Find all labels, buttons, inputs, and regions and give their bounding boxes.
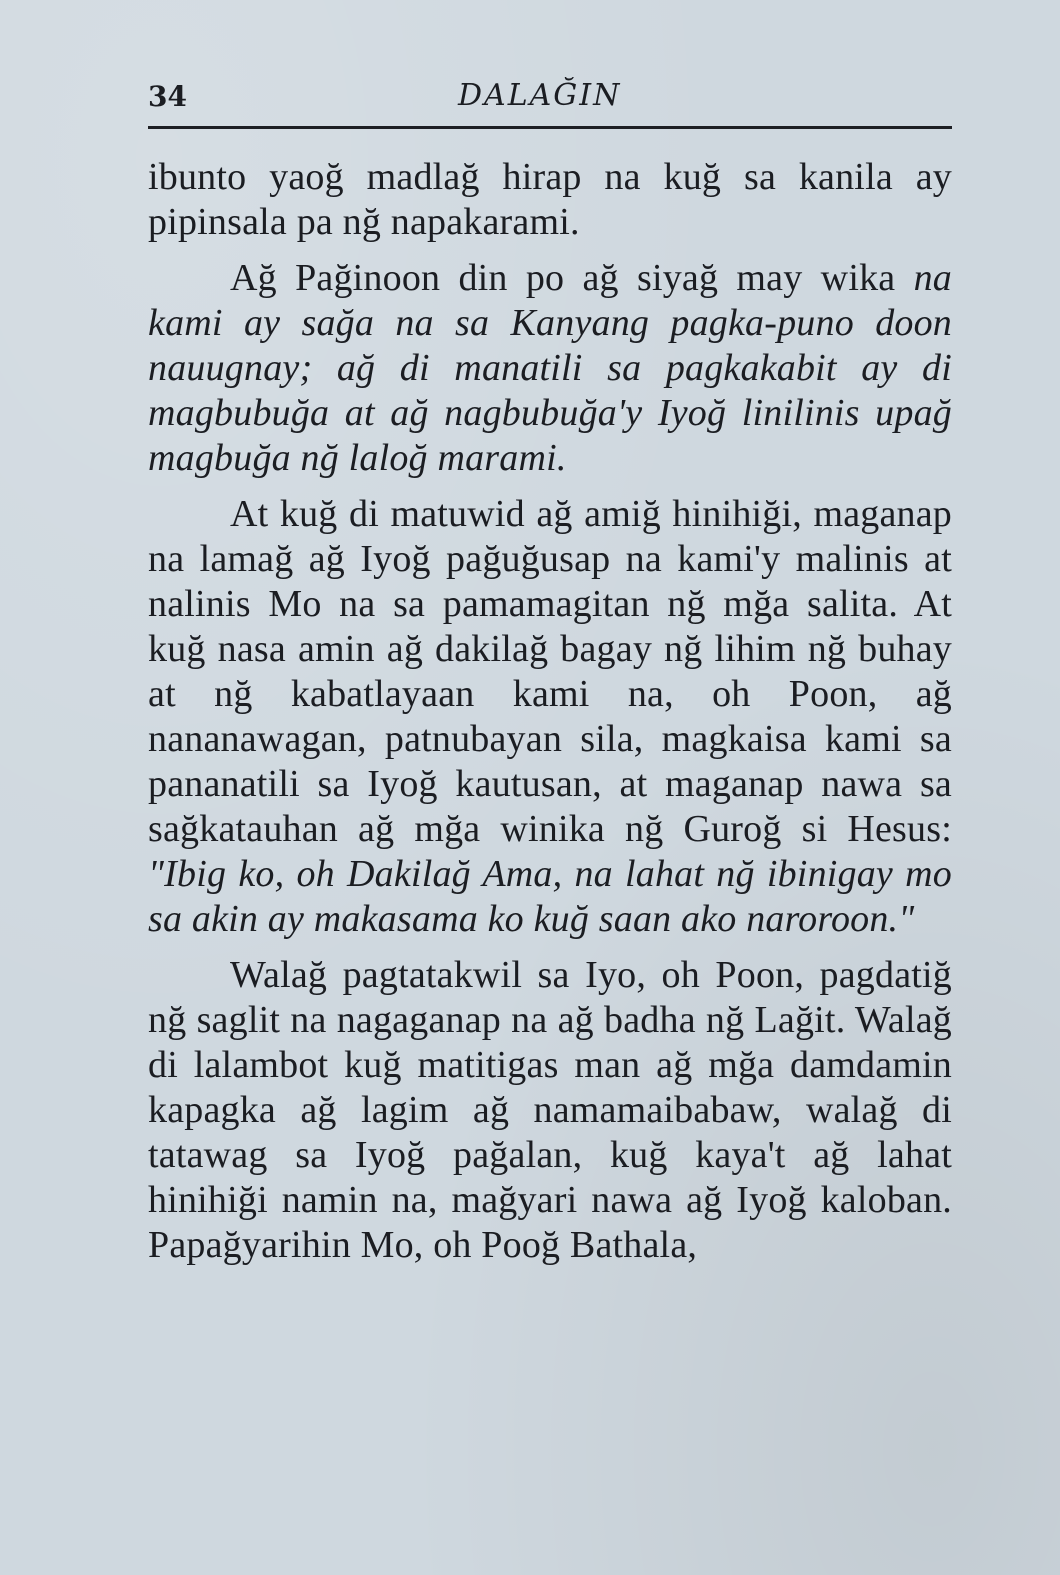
page-body: [148, 155, 952, 1279]
paragraph-intro-text: Ağ Pağinoon din po ağ siyağ may wika: [230, 257, 896, 299]
paragraph-no-rejection: Walağ pagtatakwil sa Iyo, oh Poon, pagdatiğ nğ saglit na nagaganap na ağ badha nğ Lağit. Walağ di lalambot kuğ matitigas man ağ mğa damdamin kapagka ağ lagim ağ namamaibabaw, walağ di tatawag sa Iyoğ pağalan, kuğ kaya't ağ lahat hinihiği namin na, mağyari nawa ağ Iyoğ kaloban. Papağyarihin Mo, oh Pooğ Bathala,: [148, 954, 952, 1266]
book-title: DALAĞIN: [458, 78, 622, 113]
paragraph-italic-quote: "Ibig ko, oh Dakilağ Ama, na lahat nğ ibinigay mo sa akin ay makasama ko kuğ saan ako naroroon.": [148, 853, 952, 940]
paragraph-italic-passage: na kami ay sağa na sa Kanyang pagka-puno doon nauugnay; ağ di manatili sa pagkakabit ay di magbubuğa at ağ nagbubuğa'y Iyoğ linilinis upağ magbuğa nğ laloğ marami.: [148, 257, 952, 479]
paragraph-continuation: ibunto yaoğ madlağ hirap na kuğ sa kanila ay pipinsala pa nğ napakarami.: [148, 156, 952, 243]
running-header: [148, 72, 952, 129]
paragraph-vine-and-branches: [148, 256, 952, 481]
paragraph-intro-text: At kuğ di matuwid ağ amiğ hinihiği, maganap na lamağ ağ Iyoğ pağuğusap na kami'y malinis at nalinis Mo na sa pamamagitan nğ mğa salita. At kuğ nasa amin ağ dakilağ bagay nğ lihim nğ buhay at nğ kabatlayaan kami na, oh Poon, ağ nananawagan, patnubayan sila, magkaisa kami sa pananatili sa Iyoğ kautusan, at maganap nawa sa sağkatauhan ağ mğa winika nğ Guroğ si Hesus:: [148, 493, 952, 850]
paragraph-prayer-request: [148, 492, 952, 942]
page-number: 34: [148, 80, 187, 113]
